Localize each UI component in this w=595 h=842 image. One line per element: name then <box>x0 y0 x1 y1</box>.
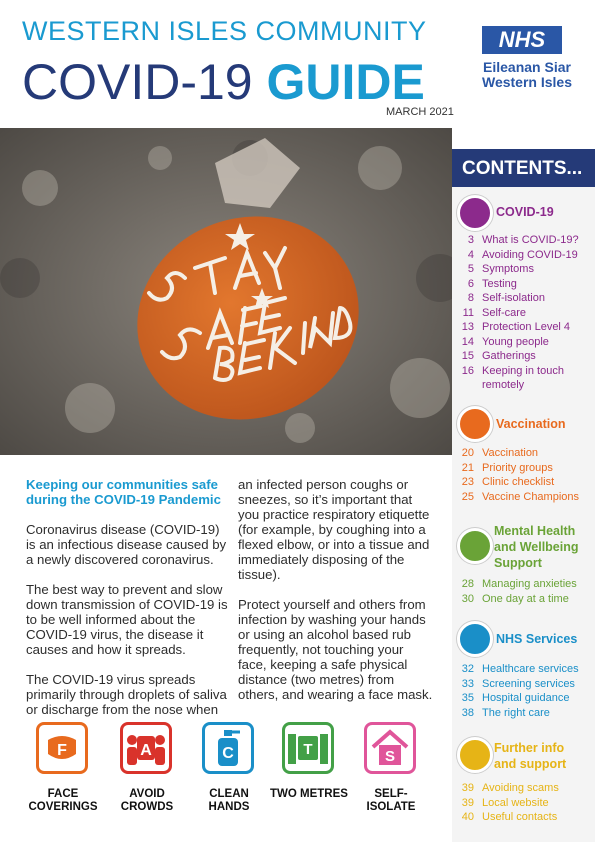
fact-label: AVOID CROWDS <box>120 788 174 813</box>
vaccination-section-dot <box>457 406 493 442</box>
contents-heading: CONTENTS... <box>452 149 595 187</box>
contents-item[interactable]: 23 Clinic checklist <box>461 476 555 488</box>
contents-item[interactable]: 16 Keeping in touch remotely <box>461 364 564 391</box>
section-title-mental-health: Mental Health and Wellbeing Support <box>494 524 579 570</box>
intro-paragraph: an infected person coughs or sneezes, so it’s important that you practice respiratory etiquette (for example, by coughing into a flexed elbow, or into a tissue and immediately disposing of the tissue). <box>238 477 430 582</box>
intro-column-1 <box>26 477 231 732</box>
contents-item[interactable]: 30 One day at a time <box>461 592 569 605</box>
title-line-1: WESTERN ISLES COMMUNITY <box>22 16 427 46</box>
contents-item[interactable]: 21 Priority groups <box>461 461 553 474</box>
contents-item[interactable]: 4 Avoiding COVID-19 <box>467 248 578 261</box>
fact-label: FACE COVERINGS <box>28 788 98 813</box>
svg-text:C: C <box>222 745 234 762</box>
contents-item[interactable]: 5 Symptoms <box>467 263 534 275</box>
nhs-board-line-2: Western Isles <box>481 74 572 90</box>
fact-two-metres <box>282 722 334 774</box>
contents-item[interactable]: 3 What is COVID-19? <box>467 234 579 246</box>
nhs-logo <box>481 26 572 90</box>
distance-icon <box>282 722 334 774</box>
section-items-covid <box>450 233 590 393</box>
contents-item[interactable]: 33 Screening services <box>461 677 575 690</box>
contents-item[interactable]: 20 Vaccination <box>461 447 539 459</box>
fact-label: SELF-ISOLATE <box>366 788 416 813</box>
section-items-further-info <box>450 781 590 825</box>
face-mask-icon <box>36 722 88 774</box>
cover-photo <box>0 128 452 455</box>
contents-item[interactable]: 35 Hospital guidance <box>461 692 570 704</box>
contents-item[interactable]: 39 Avoiding scams <box>461 782 559 794</box>
crowd-icon <box>120 722 172 774</box>
fact-clean-hands <box>202 722 254 774</box>
contents-item[interactable]: 40 Useful contacts <box>461 811 558 823</box>
contents-item[interactable]: 13 Protection Level 4 <box>461 321 571 333</box>
section-items-vaccination <box>450 446 590 504</box>
nhs-services-section-dot <box>457 621 493 657</box>
svg-text:S: S <box>384 748 396 765</box>
intro-column-2 <box>238 477 434 717</box>
contents-item[interactable]: 11 Self-care <box>462 306 527 319</box>
contents-item[interactable]: 15 Gatherings <box>461 350 536 362</box>
contents-item[interactable]: 38 The right care <box>461 706 550 719</box>
intro-paragraph: Protect yourself and others from infection by washing your hands or using an alcohol based rub frequently, not touching your face, keeping a safe physical distance (two metres) from others, and wearing a face mask. <box>238 597 433 702</box>
section-items-nhs-services <box>450 662 590 720</box>
covid-section-dot <box>457 195 493 231</box>
contents-item[interactable]: 32 Healthcare services <box>461 663 579 675</box>
section-title-nhs-services: NHS Services <box>496 632 578 646</box>
section-title-covid: COVID-19 <box>496 205 554 219</box>
section-title-further-info: Further info and support <box>494 741 567 771</box>
further-info-section-dot <box>457 737 493 773</box>
section-items-mental-health <box>450 577 590 606</box>
mental-health-section-dot <box>457 528 493 564</box>
intro-heading: Keeping our communities safe during the COVID-19 Pandemic <box>26 477 221 507</box>
fact-label: TWO METRES <box>270 788 348 800</box>
fact-self-isolate <box>364 722 416 774</box>
title-covid: COVID-19 <box>22 54 253 110</box>
svg-text:T: T <box>303 741 313 758</box>
intro-paragraph: The best way to prevent and slow down transmission of COVID-19 is to be well informed about the COVID-19 virus, the disease it causes and how it spreads. <box>26 582 228 657</box>
contents-item[interactable]: 39 Local website <box>461 796 549 809</box>
svg-text:A: A <box>140 742 152 759</box>
title-guide: GUIDE <box>266 54 425 110</box>
house-icon <box>364 722 416 774</box>
hand-sanitiser-icon <box>202 722 254 774</box>
svg-text:F: F <box>57 742 67 759</box>
fact-label: CLEAN HANDS <box>208 788 250 813</box>
intro-paragraph: Coronavirus disease (COVID-19) is an infectious disease caused by a newly discovered coronavirus. <box>26 522 227 567</box>
nhs-board-line-1: Eileanan Siar <box>483 59 571 75</box>
contents-item[interactable]: 6 Testing <box>467 277 517 290</box>
issue-date: MARCH 2021 <box>386 106 454 118</box>
nhs-board-name <box>472 60 582 90</box>
title-line-2 <box>22 52 425 112</box>
intro-paragraph: The COVID-19 virus spreads primarily through droplets of saliva or discharge from the nose when <box>26 672 227 717</box>
contents-item[interactable]: 28 Managing anxieties <box>461 578 577 590</box>
section-title-vaccination: Vaccination <box>496 417 566 431</box>
contents-item[interactable]: 8 Self-isolation <box>467 292 545 304</box>
contents-item[interactable]: 14 Young people <box>461 335 549 348</box>
contents-item[interactable]: 25 Vaccine Champions <box>461 490 580 503</box>
nhs-wordmark: NHS <box>482 26 562 54</box>
fact-face-coverings <box>36 722 88 774</box>
fact-avoid-crowds <box>120 722 172 774</box>
